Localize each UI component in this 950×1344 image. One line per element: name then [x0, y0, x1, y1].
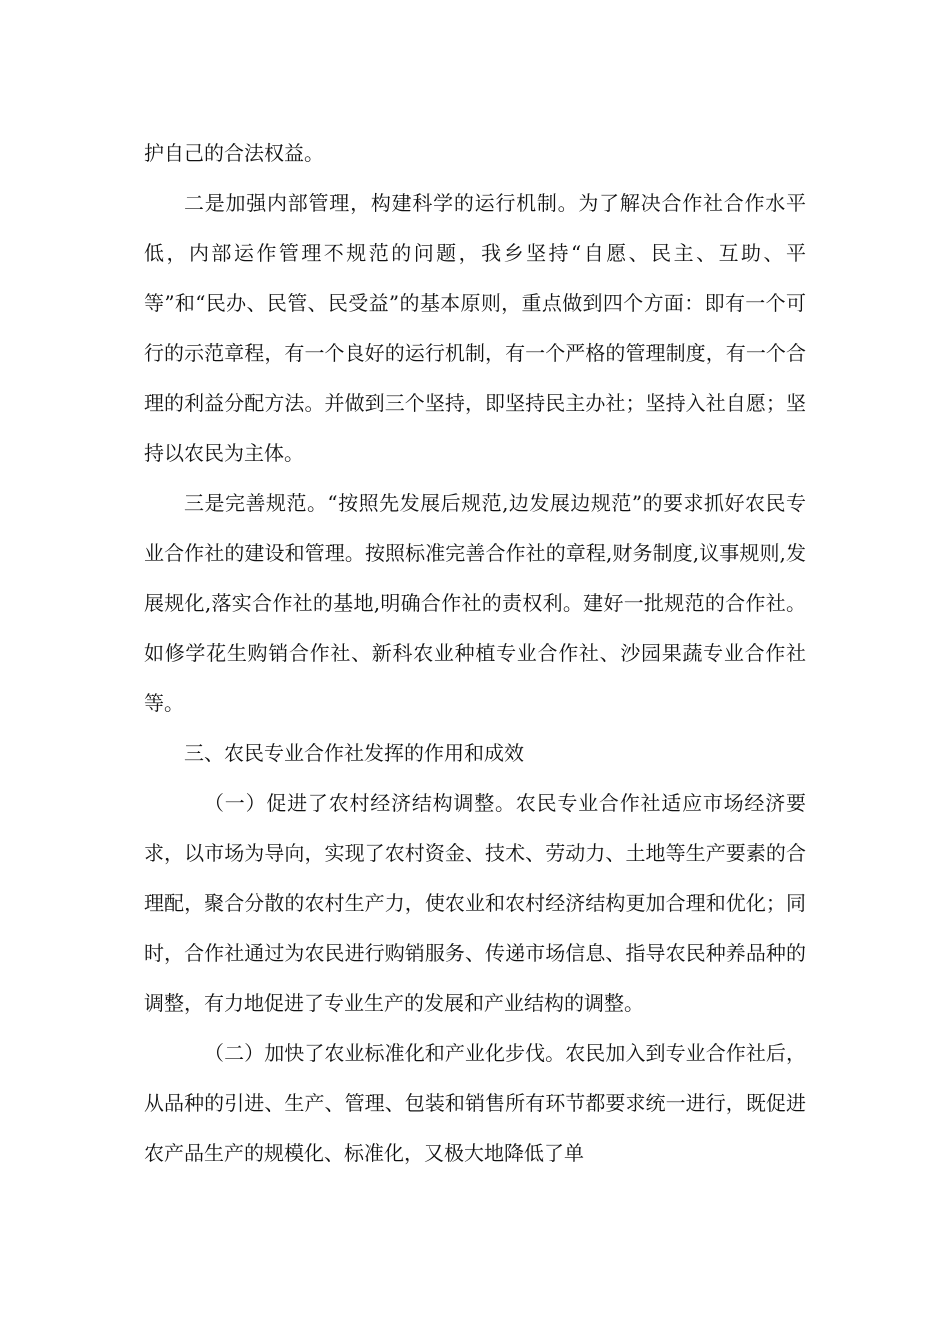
section-heading-effects: 三、农民专业合作社发挥的作用和成效 — [184, 741, 524, 765]
paragraph-improve-standards: 三是完善规范。“按照先发展后规范,边发展边规范”的要求抓好农民专业合作社的建设和管理。按照标准完善合作社的章程,财务制度,议事规则,发展规化,落实合作社的基地,明确合作社的责权利。建好一批规范的合作社。如修学花生购销合作社、新科农业种植专业合作社、沙园果蔬专业合作社等。 — [144, 491, 806, 715]
paragraph-standardization: （二）加快了农业标准化和产业化步伐。农民加入到专业合作社后，从品种的引进、生产、管理、包装和销售所有环节都要求统一进行，既促进农产品生产的规模化、标准化，又极大地降低了单 — [144, 1041, 806, 1165]
paragraph-internal-management: 二是加强内部管理，构建科学的运行机制。为了解决合作社合作水平低，内部运作管理不规范的问题，我乡坚持“自愿、民主、互助、平等”和“民办、民管、民受益”的基本原则，重点做到四个方面：即有一个可行的示范章程，有一个良好的运行机制，有一个严格的管理制度，有一个合理的利益分配方法。并做到三个坚持，即坚持民主办社；坚持入社自愿；坚持以农民为主体。 — [144, 191, 806, 465]
paragraph-economic-structure: （一）促进了农村经济结构调整。农民专业合作社适应市场经济要求，以市场为导向，实现了农村资金、技术、劳动力、土地等生产要素的合理配，聚合分散的农村生产力，使农业和农村经济结构更加合理和优化；同时，合作社通过为农民进行购销服务、传递市场信息、指导农民种养品种的调整，有力地促进了专业生产的发展和产业结构的调整。 — [144, 791, 806, 1015]
paragraph-continuation: 护自己的合法权益。 — [144, 141, 324, 165]
document-body — [144, 128, 806, 1178]
